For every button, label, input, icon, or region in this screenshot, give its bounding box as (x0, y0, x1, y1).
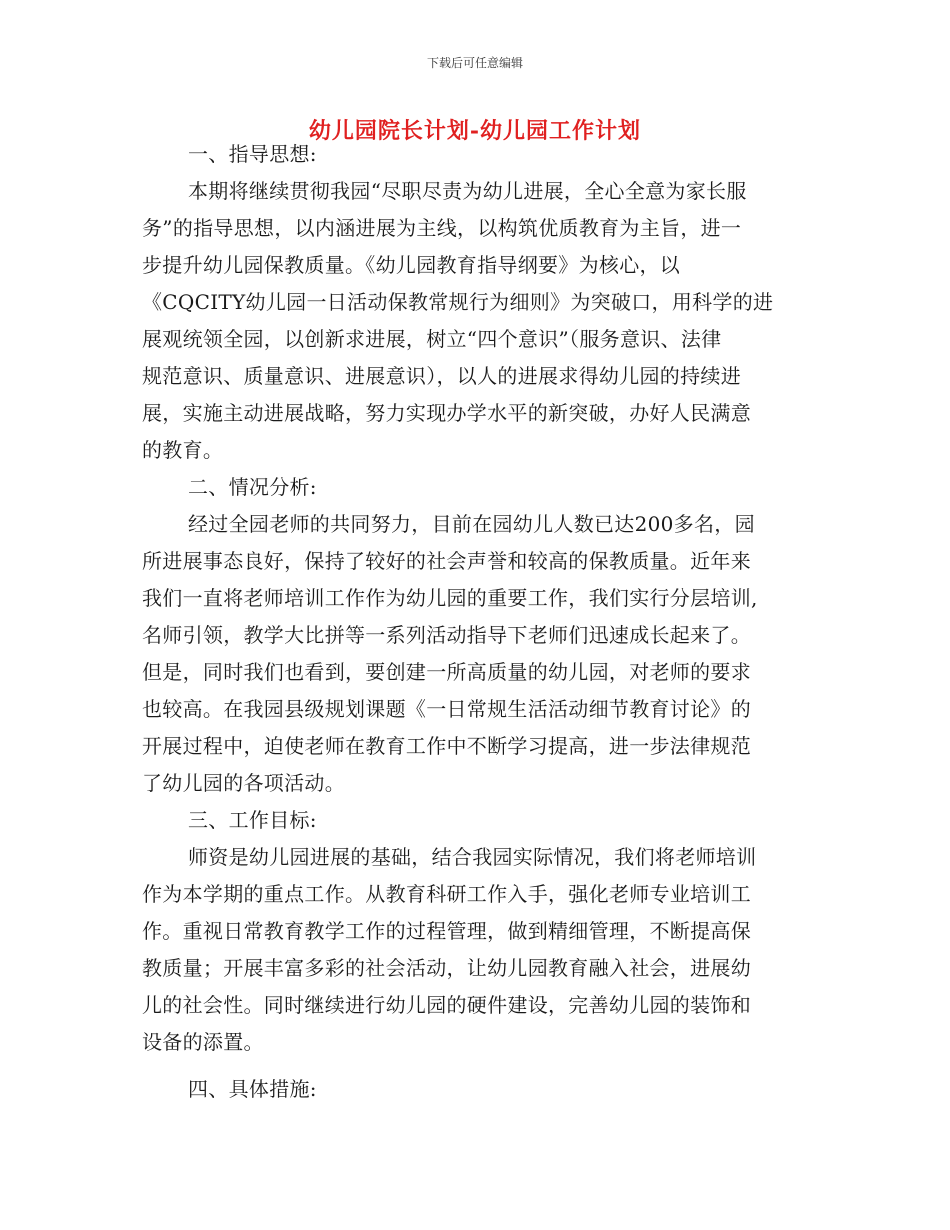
section-heading: 三、工作目标: (188, 808, 317, 832)
paragraph-line: 教质量；开展丰富多彩的社会活动，让幼儿园教育融入社会，进展幼 (142, 956, 751, 980)
paragraph-line: 展，实施主动进展战略，努力实现办学水平的新突破，办好人民满意 (142, 401, 751, 425)
section-heading: 一、指导思想: (188, 142, 317, 166)
paragraph-line: 也较高。在我园县级规划课题《一日常规生活活动细节教育讨论》的 (142, 697, 751, 721)
section-heading: 四、具体措施: (188, 1077, 317, 1101)
paragraph-line: 开展过程中，迫使老师在教育工作中不断学习提高，进一步法律规范 (142, 734, 751, 758)
document-title: 幼儿园院长计划-幼儿园工作计划 (308, 118, 642, 144)
paragraph-line: 作为本学期的重点工作。从教育科研工作入手，强化老师专业培训工 (142, 882, 751, 906)
paragraph-line: 所进展事态良好，保持了较好的社会声誉和较高的保教质量。近年来 (142, 549, 751, 573)
document-body (142, 136, 802, 1108)
paragraph-line: 步提升幼儿园保教质量。《幼儿园教育指导纲要》为核心，以 (142, 253, 681, 277)
paragraph-line: 务”的指导思想，以内涵进展为主线，以构筑优质教育为主旨，进一 (142, 216, 742, 240)
paragraph-line: 展观统领全园，以创新求进展，树立“四个意识”（服务意识、法律 (142, 327, 722, 351)
paragraph-line: 我们一直将老师培训工作作为幼儿园的重要工作，我们实行分层培训, (142, 586, 758, 610)
paragraph-line: 师资是幼儿园进展的基础，结合我园实际情况，我们将老师培训 (188, 845, 757, 869)
paragraph-line: 本期将继续贯彻我园“尽职尽责为幼儿进展，全心全意为家长服 (188, 179, 747, 203)
paragraph-line: 了幼儿园的各项活动。 (142, 771, 345, 795)
paragraph-line: 规范意识、质量意识、进展意识），以人的进展求得幼儿园的持续进 (142, 364, 741, 388)
paragraph-line: 但是，同时我们也看到，要创建一所高质量的幼儿园，对老师的要求 (142, 660, 751, 684)
paragraph-line: 的教育。 (142, 438, 224, 462)
paragraph-line: 《CQCITY幼儿园一日活动保教常规行为细则》为突破口，用科学的进 (142, 290, 774, 314)
paragraph-line: 作。重视日常教育教学工作的过程管理，做到精细管理，不断提高保 (142, 919, 751, 943)
paragraph-line: 名师引领，教学大比拼等一系列活动指导下老师们迅速成长起来了。 (142, 623, 751, 647)
paragraph-line: 儿的社会性。同时继续进行幼儿园的硬件建设，完善幼儿园的装饰和 (142, 993, 751, 1017)
section-heading: 二、情况分析: (188, 475, 317, 499)
paragraph-line: 设备的添置。 (142, 1030, 264, 1054)
paragraph-line: 经过全园老师的共同努力，目前在园幼儿人数已达200多名，园 (188, 512, 755, 536)
header-note: 下载后可任意编辑 (426, 56, 523, 70)
